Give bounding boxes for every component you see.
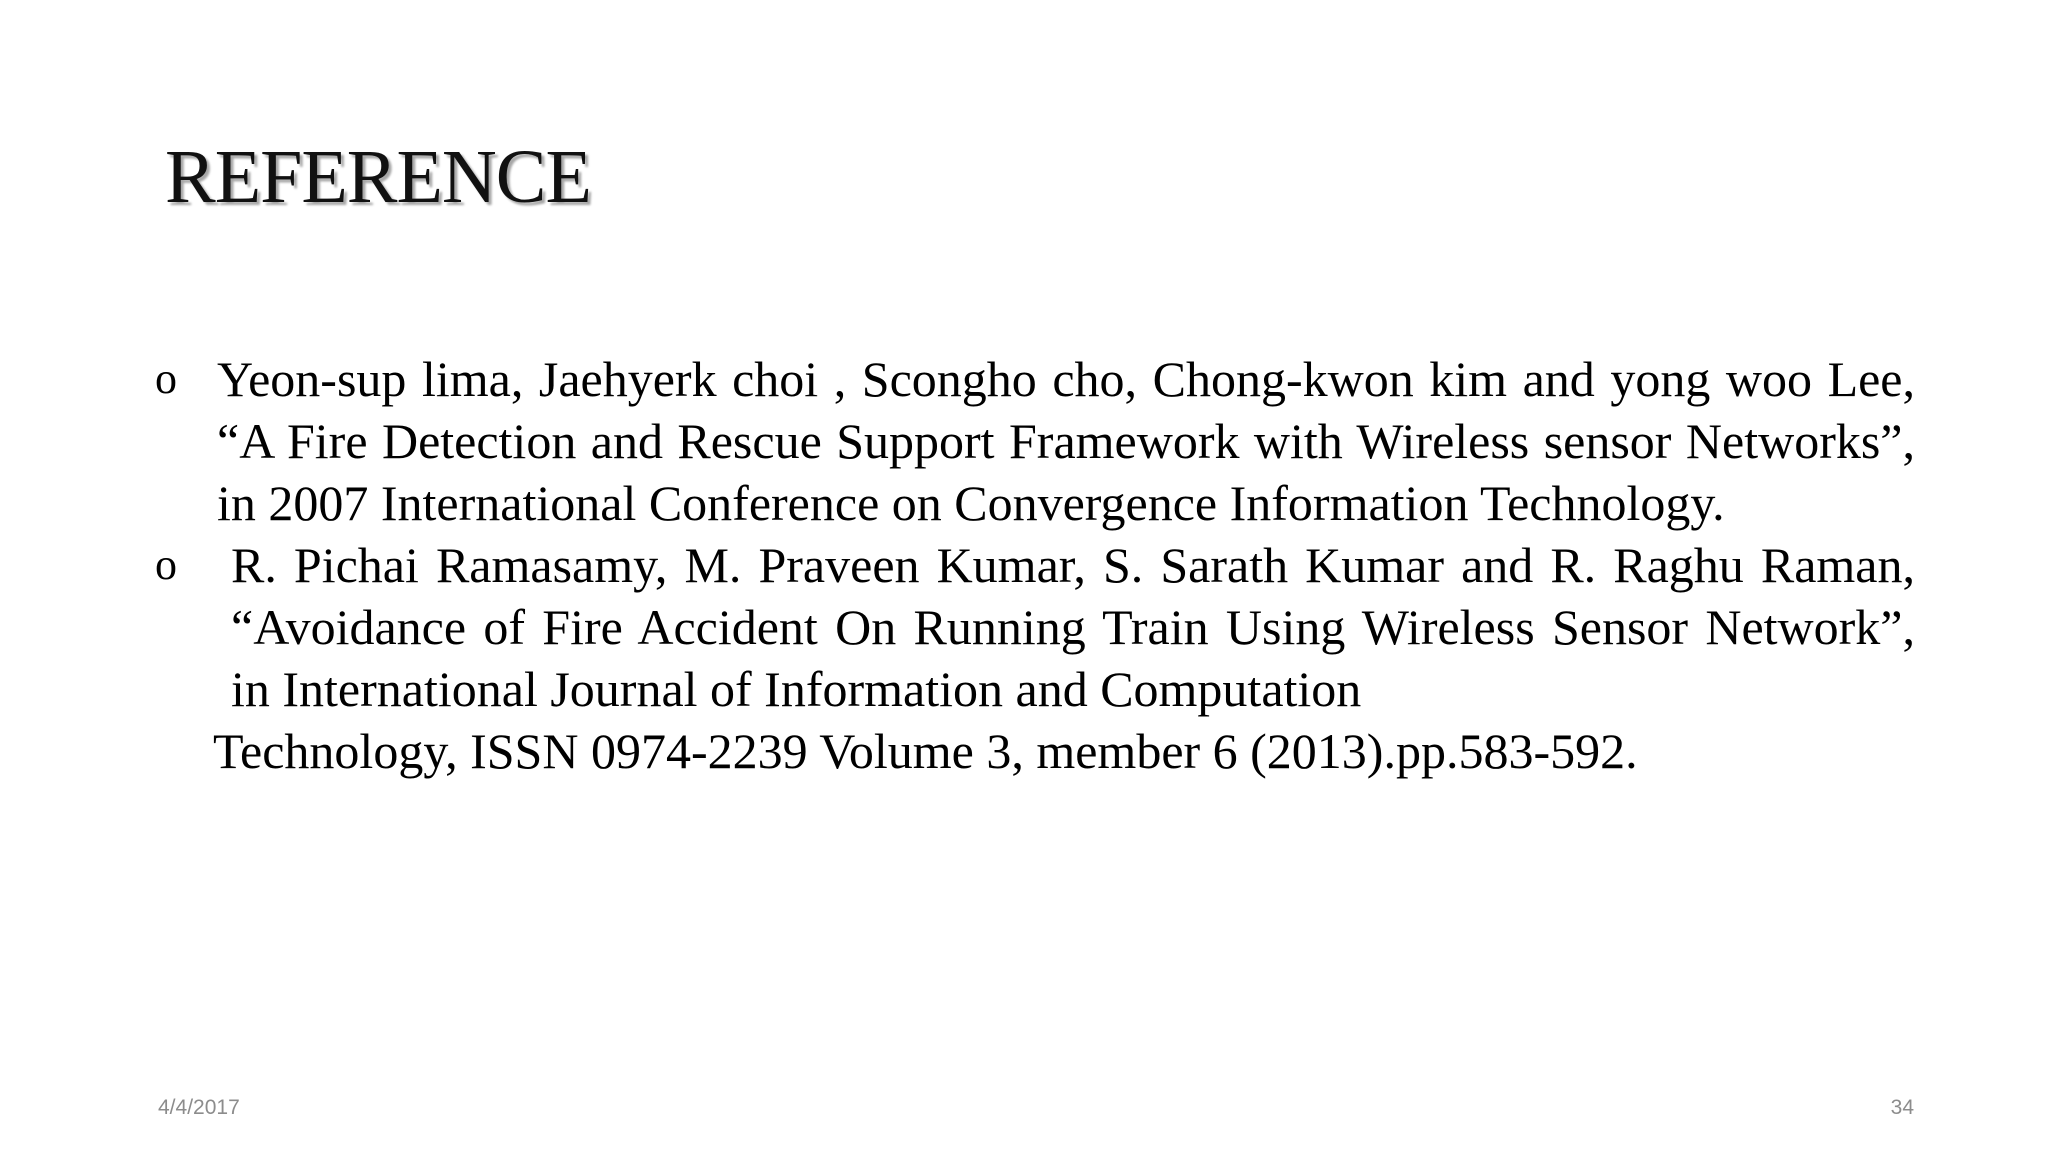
reference-list xyxy=(155,348,1915,782)
reference-item xyxy=(155,534,1915,782)
reference-item xyxy=(155,348,1915,534)
footer-date: 4/4/2017 xyxy=(158,1096,240,1119)
reference-text: Yeon-sup lima, Jaehyerk choi , Scongho cho, Chong-kwon kim and yong woo Lee, “A Fire Detection and Rescue Support Framework with Wireless sensor Networks”, in 2007 International Conference on Convergence Information Technology. xyxy=(217,351,1915,531)
bullet-icon: o xyxy=(155,354,177,403)
reference-continuation-text: Technology, ISSN 0974-2239 Volume 3, member 6 (2013).pp.583-592. xyxy=(213,723,1638,779)
page-number: 34 xyxy=(1890,1096,1914,1119)
slide-title: REFERENCE xyxy=(165,135,591,219)
reference-text: R. Pichai Ramasamy, M. Praveen Kumar, S. Sarath Kumar and R. Raghu Raman, “Avoidance of Fire Accident On Running Train Using Wireless Sensor Network”, in International Journal of Information and Computation xyxy=(231,537,1915,717)
bullet-icon: o xyxy=(155,540,177,589)
